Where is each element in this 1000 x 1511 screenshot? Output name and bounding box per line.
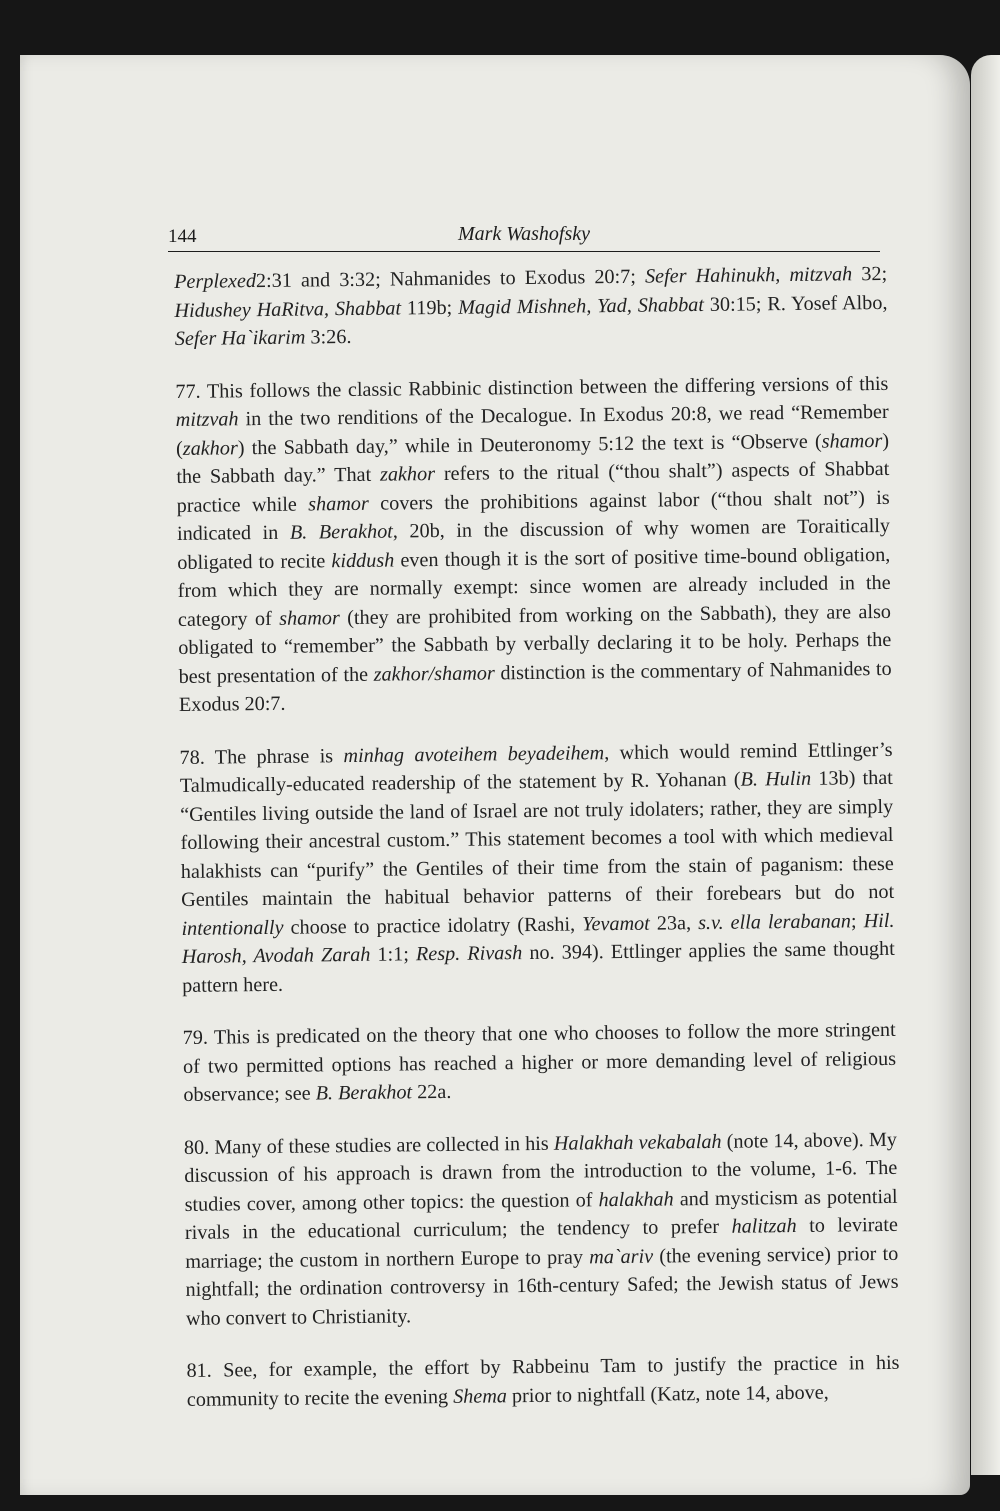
note-text: ) the Sabbath day,” while in Deuteronomy 5:12 the text is “Observe ( — [237, 430, 822, 459]
note-text: 22a. — [411, 1080, 452, 1104]
italic-term: B. Berakhot — [289, 520, 393, 544]
page-number: 144 — [168, 226, 197, 247]
italic-term: shamor — [279, 606, 340, 630]
italic-term: zakhor — [182, 436, 238, 460]
note-text: even though it is the sort of positive time-bound obligation, from which they are normally exempt: since women are already included in the category of — [177, 543, 891, 631]
endnote-77 — [175, 369, 892, 719]
note-text: 13b) that “Gentiles living outside the land of Israel are not truly idolaters; rather, they are simply following their ancestral custom.” This statement becomes a tool with which medieval halakhists can “purify” the Gentiles of their time from the stain of paganism: these Gentiles maintain the habitual behavior patterns of their forebears but do not — [180, 766, 895, 911]
note-text: 80. Many of these studies are collected in his — [183, 1132, 554, 1159]
italic-term: shamor — [821, 429, 883, 453]
italic-term: Resp. Rivash — [415, 942, 523, 966]
italic-term: kiddush — [331, 549, 395, 572]
italic-term: ma`ariv — [589, 1245, 654, 1268]
italic-term: Sefer Ha`ikarim — [174, 326, 306, 350]
italic-term: halitzah — [731, 1214, 797, 1238]
note-text: , which would remind Ettlinger’s Talmudically-educated readership of the statement by R. Yohanan ( — [179, 738, 893, 797]
italic-term: Sefer Hahinukh, mitzvah — [644, 263, 853, 288]
italic-term: Halakhah vekabalah — [553, 1130, 722, 1155]
italic-term: Hil. Harosh, Avodah Zarah — [181, 909, 895, 968]
endnote-81 — [186, 1349, 900, 1414]
italic-term: mitzvah — [175, 408, 239, 431]
italic-term: minhag avoteihem beyadeihem — [343, 741, 605, 767]
page-header — [168, 223, 880, 252]
note-text: no. 394). Ettlinger applies the same thought pattern here. — [182, 937, 895, 997]
italic-term: Magid Mishneh, Yad, Shabbat — [457, 293, 705, 319]
note-text: 32; — [852, 262, 888, 286]
italic-term: intentionally — [181, 916, 284, 940]
endnote-continuation — [174, 260, 888, 354]
next-page-edge — [971, 55, 1000, 1475]
note-text: 23a, — [649, 911, 699, 935]
note-text: 77. This follows the classic Rabbinic distinction between the differing versions of this — [175, 372, 889, 403]
italic-term: Shema — [452, 1384, 508, 1408]
note-text: 119b; — [400, 296, 459, 319]
italic-term: Perplexed — [174, 270, 257, 293]
note-text: 79. This is predicated on the theory that one who chooses to follow the more stringent of two permitted options has reached a higher or more demanding level of religious observance; see — [182, 1018, 897, 1106]
note-text: prior to nightfall (Katz, note 14, above, — [506, 1381, 829, 1407]
note-text: ; — [850, 909, 864, 932]
note-text: (note 14, above). My discussion of his approach is drawn from the introduction to the volume, 1-6. The studies cover, among other topics: the question of — [184, 1128, 898, 1216]
italic-term: B. Hulin — [740, 767, 812, 791]
note-text: ) the Sabbath day.” That — [176, 429, 890, 488]
endnote-78 — [179, 735, 895, 1000]
italic-term: Yevamot — [581, 912, 650, 935]
note-text: and mysticism as potential rivals in the educational curriculum; the tendency to prefer — [184, 1185, 898, 1244]
note-text: refers to the ritual (“thou shalt”) aspects of Shabbat practice while — [176, 457, 890, 517]
running-head-author: Mark Washofsky — [457, 223, 591, 245]
note-text: 30:15; R. Yosef Albo, — [703, 291, 888, 316]
italic-term: s.v. ella lerabanan — [698, 909, 852, 934]
note-text: 81. See, for example, the effort by Rabbeinu Tam to justify the practice in his community to recite the evening — [186, 1351, 900, 1411]
note-text: distinction is the commentary of Nahmanides to Exodus 20:7. — [178, 657, 892, 716]
endnote-79 — [183, 1016, 897, 1110]
note-text: choose to practice idolatry (Rashi, — [283, 912, 583, 939]
note-text: to levirate marriage; the custom in northern Europe to pray — [185, 1213, 899, 1273]
italic-term: zakhor — [379, 463, 436, 486]
note-text: (the evening service) prior to nightfall; the ordination controversy in 16th-century Safed; the Jewish status of Jews who convert to Christianity. — [185, 1242, 899, 1330]
note-text: 1:1; — [370, 943, 417, 966]
note-text: covers the prohibitions against labor (“thou shalt not”) is indicated in — [176, 486, 890, 545]
endnote-80 — [184, 1125, 899, 1333]
italic-term: Hidushey HaRitva, Shabbat — [174, 296, 402, 322]
italic-term: halakhah — [598, 1187, 674, 1211]
note-text: 2:31 and 3:32; Nahmanides to Exodus 20:7; — [255, 265, 646, 293]
italic-term: zakhor/shamor — [373, 661, 495, 686]
note-text: 78. The phrase is — [179, 744, 344, 769]
italic-term: B. Berakhot — [315, 1081, 413, 1105]
note-text: (they are prohibited from working on the Sabbath), they are also obligated to “remember” the Sabbath by verbally declaring it to be holy. Perhaps the best presentation of the — [178, 600, 892, 688]
italic-term: shamor — [308, 492, 369, 515]
note-text: in the two renditions of the Decalogue. In Exodus 20:8, we read “Remember ( — [175, 400, 889, 460]
note-text: , 20b, in the discussion of why women are Toraitically obligated to recite — [177, 514, 891, 574]
endnotes-body — [174, 260, 900, 1414]
note-text: 3:26. — [305, 325, 352, 349]
